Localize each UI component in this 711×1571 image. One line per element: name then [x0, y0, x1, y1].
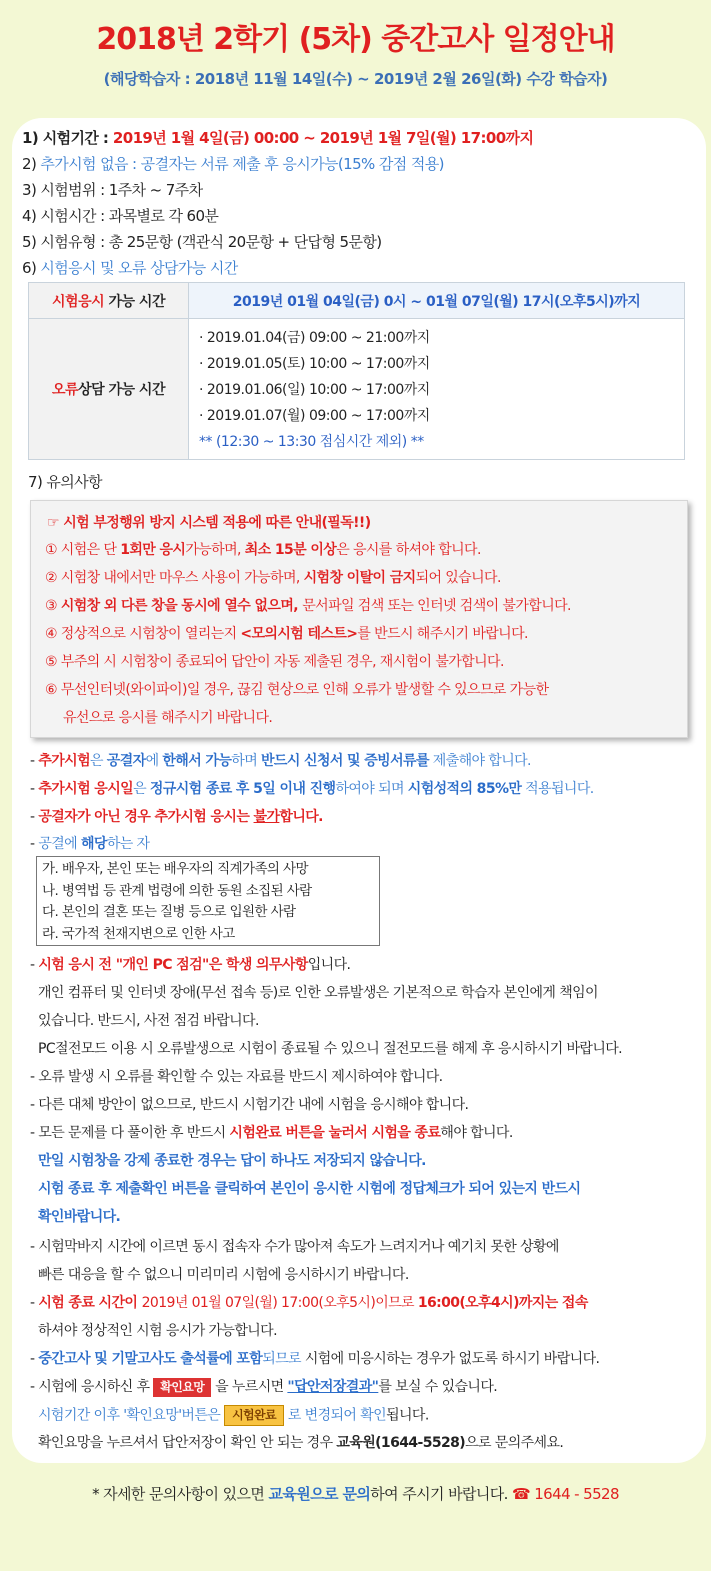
bullet-answer-check: - 시험에 응시하신 후 확인요망 을 누르시면 "답안저장결과"를 보실 수 있습니다. — [30, 1379, 498, 1395]
notice-item-5: ⑤ 부주의 시 시험창이 종료되어 답안이 자동 제출된 경우, 재시험이 불가합니다. — [45, 654, 504, 670]
exam-complete-stamp: 시험완료 — [224, 1405, 284, 1426]
text-line: 확인요망을 누르셔서 답안저장이 확인 안 되는 경우 교육원(1644-5528)으로 문의주세요. — [38, 1435, 564, 1451]
bullet-error-proof: - 오류 발생 시 오류를 확인할 수 있는 자료를 반드시 제시하여야 합니다. — [30, 1069, 443, 1085]
item-exam-period: 1) 시험기간 : 2019년 1월 4일(금) 00:00 ~ 2019년 1월 7일(월) 17:00까지 — [22, 129, 534, 147]
list-item: · 2019.01.05(토) 10:00 ~ 17:00까지 — [199, 356, 430, 372]
table-cell-label: 오류상담 가능 시간 — [29, 319, 189, 460]
text-line: 시험기간 이후 '확인요망'버튼은 시험완료 로 변경되어 확인됩니다. — [38, 1405, 429, 1426]
bullet-no-alternative: - 다른 대체 방안이 없으므로, 반드시 시험기간 내에 시험을 응시해야 합니다. — [30, 1097, 469, 1113]
list-item: 가. 배우자, 본인 또는 배우자의 직계가족의 사망 — [42, 861, 308, 877]
excused-list-box — [36, 856, 380, 946]
text-line: 하셔야 정상적인 시험 응시가 가능합니다. — [38, 1323, 277, 1339]
item-no-extra-exam: 2) 추가시험 없음 : 공결자는 서류 제출 후 응시가능(15% 감점 적용) — [22, 155, 444, 173]
bullet-pc-check: - 시험 응시 전 "개인 PC 점검"은 학생 의무사항입니다. — [30, 957, 351, 973]
notice-item-6: ⑥ 무선인터넷(와이파이)일 경우, 끊김 현상으로 인해 오류가 발생할 수 있으므로 가능한 — [45, 682, 549, 698]
bullet-attendance: - 중간고사 및 기말고사도 출석률에 포함되므로 시험에 미응시하는 경우가 없도록 하시기 바랍니다. — [30, 1351, 600, 1367]
text-line: 빠른 대응을 할 수 없으니 미리미리 시험에 응시하시기 바랍니다. — [38, 1267, 409, 1283]
notice-item-1: ① 시험은 단 1회만 응시가능하며, 최소 15분 이상은 응시를 하셔야 합니다. — [45, 542, 481, 558]
header — [0, 0, 711, 120]
notes-heading: 7) 유의사항 — [28, 473, 102, 491]
schedule-table — [28, 282, 685, 460]
item-exam-type: 5) 시험유형 : 총 25문항 (객관식 20문항 + 단답형 5문항) — [22, 233, 382, 251]
notice-item-6-cont: 유선으로 응시를 해주시기 바랍니다. — [63, 710, 273, 726]
table-row — [29, 319, 685, 460]
bullet-extra-date: - 추가시험 응시일은 정규시험 종료 후 5일 이내 진행하여야 되며 시험성적의 85%만 적용됩니다. — [30, 781, 594, 797]
text-line: 시험 종료 후 제출확인 버튼을 클릭하여 본인이 응시한 시험에 정답체크가 되어 있는지 반드시 — [38, 1181, 581, 1197]
item-exam-range: 3) 시험범위 : 1주차 ~ 7주차 — [22, 181, 203, 199]
bullet-end-time: - 시험 종료 시간이 2019년 01월 07일(월) 17:00(오후5시)이므로 16:00(오후4시)까지는 접속 — [30, 1295, 588, 1311]
notice-title: ☞ 시험 부정행위 방지 시스템 적용에 따른 안내(필독!!) — [47, 515, 371, 531]
text-line: 확인바랍니다. — [38, 1209, 121, 1225]
bullet-no-excuse: - 공결자가 아닌 경우 추가시험 응시는 불가합니다. — [30, 809, 323, 825]
text-line: PC절전모드 이용 시 오류발생으로 시험이 종료될 수 있으니 절전모드를 해제 후 응시하시기 바랍니다. — [38, 1041, 623, 1057]
bullet-finish-button: - 모든 문제를 다 풀이한 후 반드시 시험완료 버튼을 눌러서 시험을 종료해야 합니다. — [30, 1125, 513, 1141]
bullet-excused: - 공결에 해당하는 자 — [30, 836, 150, 852]
phone-number: ☎ 1644 - 5528 — [511, 1485, 619, 1503]
lunch-note: ** (12:30 ~ 13:30 점심시간 제외) ** — [199, 434, 424, 450]
notice-box — [30, 500, 688, 738]
footer-contact: * 자세한 문의사항이 있으면 교육원으로 문의하여 주시기 바랍니다. ☎ 1644 - 5528 — [92, 1485, 619, 1503]
list-item: 라. 국가적 천재지변으로 인한 사고 — [42, 925, 235, 942]
text-line: 개인 컴퓨터 및 인터넷 장애(무선 접속 등)로 인한 오류발생은 기본적으로 학습자 본인에게 책임이 — [38, 985, 598, 1001]
list-item: 나. 병역법 등 관계 법령에 의한 동원 소집된 사람 — [42, 882, 312, 899]
table-cell-label: 시험응시 가능 시간 — [29, 283, 189, 319]
list-item: · 2019.01.04(금) 09:00 ~ 21:00까지 — [199, 330, 430, 346]
text-line: 만일 시험창을 강제 종료한 경우는 답이 하나도 저장되지 않습니다. — [38, 1153, 426, 1169]
table-row — [29, 283, 685, 319]
notice-item-2: ② 시험창 내에서만 마우스 사용이 가능하며, 시험창 이탈이 금지되어 있습니다. — [45, 570, 501, 586]
page-title: 2018년 2학기 (5차) 중간고사 일정안내 — [96, 22, 615, 57]
text-line: 있습니다. 반드시, 사전 점검 바랍니다. — [38, 1013, 259, 1029]
bullet-last-minute: - 시험막바지 시간에 이르면 동시 접속자 수가 많아져 속도가 느려지거나 예기치 못한 상황에 — [30, 1239, 559, 1255]
notice-item-4: ④ 정상적으로 시험창이 열리는지 <모의시험 테스트>를 반드시 해주시기 바랍니다. — [45, 626, 528, 642]
confirm-required-stamp: 확인요망 — [153, 1378, 211, 1397]
page-subtitle: (해당학습자 : 2018년 11월 14일(수) ~ 2019년 2월 26일(화) 수강 학습자) — [103, 70, 608, 88]
list-item: · 2019.01.07(월) 09:00 ~ 17:00까지 — [199, 408, 430, 424]
table-cell-value — [189, 319, 685, 460]
list-item: · 2019.01.06(일) 10:00 ~ 17:00까지 — [199, 382, 430, 398]
item-exam-time: 4) 시험시간 : 과목별로 각 60분 — [22, 207, 219, 225]
list-item: 다. 본인의 결혼 또는 질병 등으로 입원한 사람 — [42, 904, 296, 920]
bullet-extra-exam: - 추가시험은 공결자에 한해서 가능하며 반드시 신청서 및 증빙서류를 제출해야 합니다. — [30, 753, 531, 769]
notice-item-3: ③ 시험창 외 다른 창을 동시에 열수 없으며, 문서파일 검색 또는 인터넷 검색이 불가합니다. — [45, 598, 571, 614]
table-cell-value: 2019년 01월 04일(금) 0시 ~ 01월 07일(월) 17시(오후5시)까지 — [189, 283, 685, 319]
item-consult-time: 6) 시험응시 및 오류 상담가능 시간 — [22, 259, 238, 277]
